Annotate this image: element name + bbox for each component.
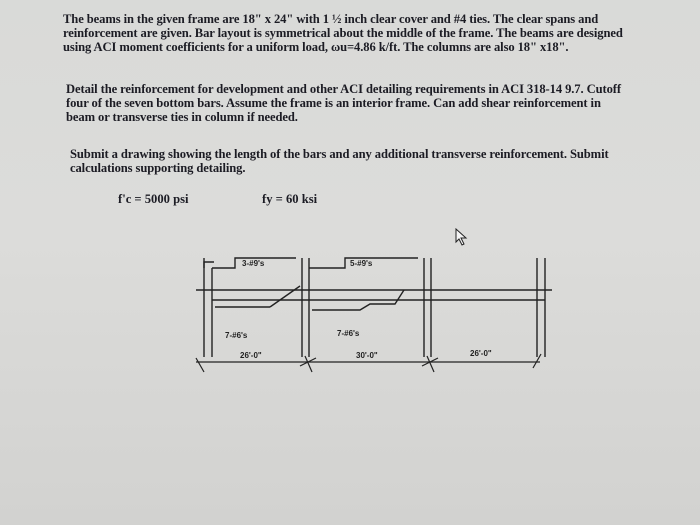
text-line: Detail the reinforcement for development and other ACI detailing requirements in ACI 318-14 9.7. Cutoff [66, 82, 621, 96]
text-line: reinforcement are given. Bar layout is symmetrical about the middle of the frame. The beams are designed [63, 26, 623, 40]
bottom-bars-left-label: 7-#6's [225, 331, 248, 340]
text-line: beam or transverse ties in column if needed. [66, 110, 298, 124]
text-line: using ACI moment coefficients for a uniform load, ωu=4.86 k/ft. The columns are also 18" x18". [63, 40, 569, 54]
pointer-arrow-icon [454, 228, 470, 251]
span-left-label: 26'-0" [240, 351, 262, 360]
text-line: calculations supporting detailing. [70, 161, 246, 175]
text-line: Submit a drawing showing the length of the bars and any additional transverse reinforcement. Submit [70, 147, 609, 161]
span-right-label: 26'-0" [470, 349, 492, 358]
top-bars-left-label: 3-#9's [242, 259, 265, 268]
text-line: The beams in the given frame are 18" x 24" with 1 ½ inch clear cover and #4 ties. The clear spans and [63, 12, 599, 26]
concrete-strength: f'c = 5000 psi [118, 192, 189, 206]
frame-outline [196, 258, 552, 357]
span-mid-label: 30'-0" [356, 351, 378, 360]
text-line: four of the seven bottom bars. Assume the frame is an interior frame. Can add shear reinforcement in [66, 96, 601, 110]
top-bars-mid-label: 5-#9's [350, 259, 373, 268]
bottom-bars-mid-label: 7-#6's [337, 329, 360, 338]
steel-yield-strength: fy = 60 ksi [262, 192, 318, 206]
